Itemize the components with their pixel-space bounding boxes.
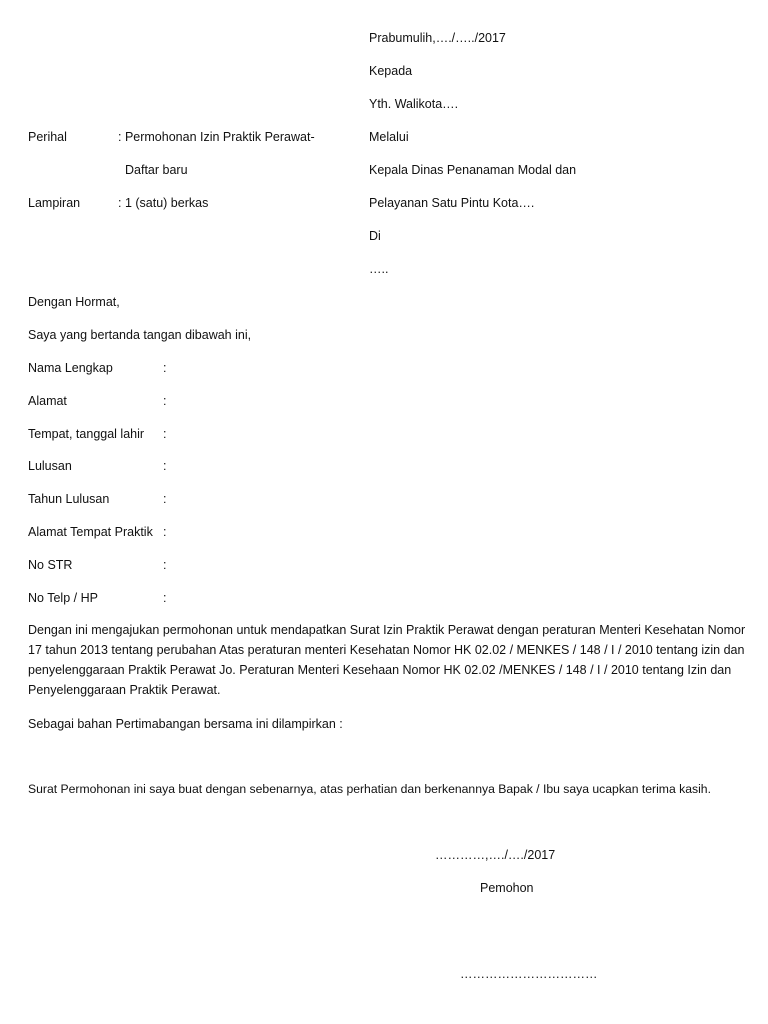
field-label-no-str: No STR [28,558,73,572]
lampiran-label: Lampiran [28,196,81,210]
field-colon: : [163,427,167,441]
field-colon: : [163,558,167,572]
perihal-value-line2: Daftar baru [125,163,188,177]
recipient-kepada: Kepada [369,64,413,78]
recipient-melalui: Melalui [369,130,409,144]
field-label-alamat: Alamat [28,394,67,408]
perihal-label: Perihal [28,130,67,144]
field-label-no-telp: No Telp / HP [28,591,98,605]
signature-role: Pemohon [480,881,534,895]
field-colon: : [163,591,167,605]
body-paragraph: Dengan ini mengajukan permohonan untuk mendapatkan Surat Izin Praktik Perawat dengan peraturan Menteri Kesehatan Nomor 17 tahun 2013 tentang perubahan Atas peraturan menteri Kesehatan Nomor HK 02.02 / MENKES / 148 / I / 2010 tentang izin dan penyelenggaraan Praktik Perawat Jo. Peraturan Menteri Kesehaan Nomor HK 02.02 /MENKES / 148 / I / 2010 tentang Izin dan Penyelenggaraan Praktik Perawat. [28,623,746,697]
field-colon: : [163,492,167,506]
lampiran-value: : 1 (satu) berkas [118,196,209,210]
recipient-place-date: Prabumulih,…./…../2017 [369,31,506,45]
recipient-yth: Yth. Walikota…. [369,97,459,111]
field-colon: : [163,361,167,375]
recipient-di: Di [369,229,381,243]
field-label-ttl: Tempat, tanggal lahir [28,427,145,441]
field-colon: : [163,525,167,539]
closing-sentence: Surat Permohonan ini saya buat dengan sebenarnya, atas perhatian dan berkenannya Bapak / Ibu saya ucapkan terima kasih. [28,782,711,796]
recipient-dinas-line1: Kepala Dinas Penanaman Modal dan [369,163,577,177]
recipient-location: ….. [369,262,389,276]
recipient-dinas-line2: Pelayanan Satu Pintu Kota…. [369,196,535,210]
intro-line: Saya yang bertanda tangan dibawah ini, [28,328,252,342]
field-colon: : [163,394,167,408]
field-label-tahun-lulusan: Tahun Lulusan [28,492,110,506]
field-label-nama: Nama Lengkap [28,361,113,375]
salutation: Dengan Hormat, [28,295,120,309]
field-label-alamat-praktik: Alamat Tempat Praktik [28,525,153,539]
attachments-intro: Sebagai bahan Pertimabangan bersama ini dilampirkan : [28,717,343,731]
perihal-value-line1: : Permohonan Izin Praktik Perawat- [118,130,315,144]
field-colon: : [163,459,167,473]
signature-name-line: …………………………… [460,967,598,981]
field-label-lulusan: Lulusan [28,459,72,473]
signature-place-date: …………,…./…./2017 [435,848,556,862]
